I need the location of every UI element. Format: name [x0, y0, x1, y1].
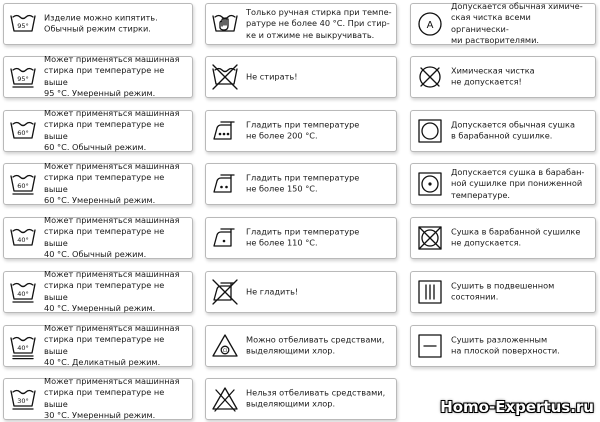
wash-tub-60-one-bar-icon [8, 169, 38, 199]
symbol-card-bleach-chlorine [205, 325, 397, 367]
symbol-description: Допускается сушка в барабан- ной сушилке при пониженной температуре. [451, 166, 585, 200]
svg-text:30°: 30° [17, 397, 29, 405]
symbol-card-line-dry [410, 271, 596, 313]
symbol-card-no-tumble-dry [410, 217, 596, 259]
symbol-description: Только ручная стирка при темпе- ратуре не более 40 °С. При стир- ке и отжиме не выкручивать. [246, 6, 392, 40]
no-bleach-icon [210, 384, 240, 414]
tumble-dry-low-icon [415, 169, 445, 199]
symbol-description: Нельзя отбеливать средствами, выделяющими хлор. [246, 387, 386, 409]
iron-one-dot-icon [210, 223, 240, 253]
hand-wash-icon [210, 9, 240, 39]
symbol-description: Гладить при температуре не более 150 °С. [246, 172, 360, 194]
wash-tub-60-icon [8, 116, 38, 146]
dry-clean-a-icon [415, 9, 445, 39]
symbol-card-iron-110 [205, 217, 397, 259]
symbol-description: Сушить разложенным на плоской поверхности. [451, 334, 560, 356]
wash-tub-40-one-bar-icon [8, 277, 38, 307]
svg-text:95°: 95° [17, 75, 29, 83]
watermark: Homo-Expertus.ru [440, 398, 594, 416]
symbol-card-dry-clean-all [410, 3, 596, 45]
symbol-card-wash-40-normal [3, 217, 193, 259]
symbol-description: Допускается обычная сушка в барабанной сушилке. [451, 119, 575, 141]
symbol-description: Допускается обычная химиче- ская чистка всеми органически- ми растворителями. [451, 1, 583, 46]
symbol-card-tumble-dry-normal [410, 110, 596, 152]
iron-three-dots-icon [210, 116, 240, 146]
symbol-card-no-dry-clean [410, 56, 596, 98]
symbol-description: Не стирать! [246, 71, 298, 82]
wash-tub-95-one-bar-icon [8, 62, 38, 92]
symbol-card-hand-wash [205, 3, 397, 45]
tumble-dry-icon [415, 116, 445, 146]
symbol-card-iron-150 [205, 163, 397, 205]
symbol-description: Может применяться машинная стирка при температуре не выше 95 °С. Умеренный режим. [44, 54, 180, 99]
symbol-card-wash-40-gentle [3, 271, 193, 313]
no-wash-icon [210, 62, 240, 92]
line-dry-icon [415, 277, 445, 307]
symbol-card-wash-60-normal [3, 110, 193, 152]
symbol-card-wash-95-gentle [3, 56, 193, 98]
svg-text:40°: 40° [17, 290, 29, 298]
symbol-description: Может применяться машинная стирка при температуре не выше 60 °С. Умеренный режим. [44, 161, 180, 206]
symbol-card-wash-40-delicate [3, 325, 193, 367]
symbol-card-no-wash [205, 56, 397, 98]
svg-text:A: A [426, 20, 434, 31]
symbol-description: Изделие можно кипятить. Обычный режим стирки. [44, 12, 158, 34]
symbol-description: Может применяться машинная стирка при температуре не выше 30 °С. Умеренный режим. [44, 376, 180, 421]
symbol-card-no-bleach-chlorine [205, 378, 397, 420]
no-dry-clean-icon [415, 62, 445, 92]
wash-tub-95-icon [8, 9, 38, 39]
symbol-card-iron-200 [205, 110, 397, 152]
symbol-description: Гладить при температуре не более 110 °С. [246, 226, 360, 248]
symbol-description: Может применяться машинная стирка при температуре не выше 60 °С. Обычный режим. [44, 108, 180, 153]
svg-text:95°: 95° [17, 22, 29, 30]
symbol-description: Сушка в барабанной сушилке не допускается. [451, 226, 581, 248]
svg-text:Cl: Cl [222, 349, 228, 354]
symbol-card-no-iron [205, 271, 397, 313]
wash-tub-30-one-bar-icon [8, 384, 38, 414]
symbol-description: Гладить при температуре не более 200 °С. [246, 119, 360, 141]
symbol-description: Можно отбеливать средствами, выделяющими хлор. [246, 334, 385, 356]
symbol-description: Может применяться машинная стирка при температуре не выше 40 °С. Умеренный режим. [44, 269, 180, 314]
symbol-description: Может применяться машинная стирка при температуре не выше 40 °С. Деликатный режим. [44, 323, 180, 368]
wash-tub-40-icon [8, 223, 38, 253]
symbol-description: Химическая чистка не допускается! [451, 65, 535, 87]
wash-tub-40-two-bars-icon [8, 331, 38, 361]
no-tumble-dry-icon [415, 223, 445, 253]
symbol-card-wash-95-boil [3, 3, 193, 45]
svg-text:60°: 60° [17, 182, 29, 190]
dry-flat-icon [415, 331, 445, 361]
no-iron-icon [210, 277, 240, 307]
symbol-description: Сушить в подвешенном состоянии. [451, 280, 555, 302]
bleach-triangle-cl-icon [210, 331, 240, 361]
symbol-card-wash-60-gentle [3, 163, 193, 205]
symbol-description: Не гладить! [246, 286, 299, 297]
iron-two-dots-icon [210, 169, 240, 199]
svg-text:60°: 60° [17, 129, 29, 137]
svg-text:40°: 40° [17, 236, 29, 244]
symbol-description: Может применяться машинная стирка при температуре не выше 40 °С. Обычный режим. [44, 215, 180, 260]
symbol-card-wash-30-gentle [3, 378, 193, 420]
svg-text:40°: 40° [17, 344, 29, 352]
symbol-card-tumble-dry-low [410, 163, 596, 205]
symbol-card-dry-flat [410, 325, 596, 367]
